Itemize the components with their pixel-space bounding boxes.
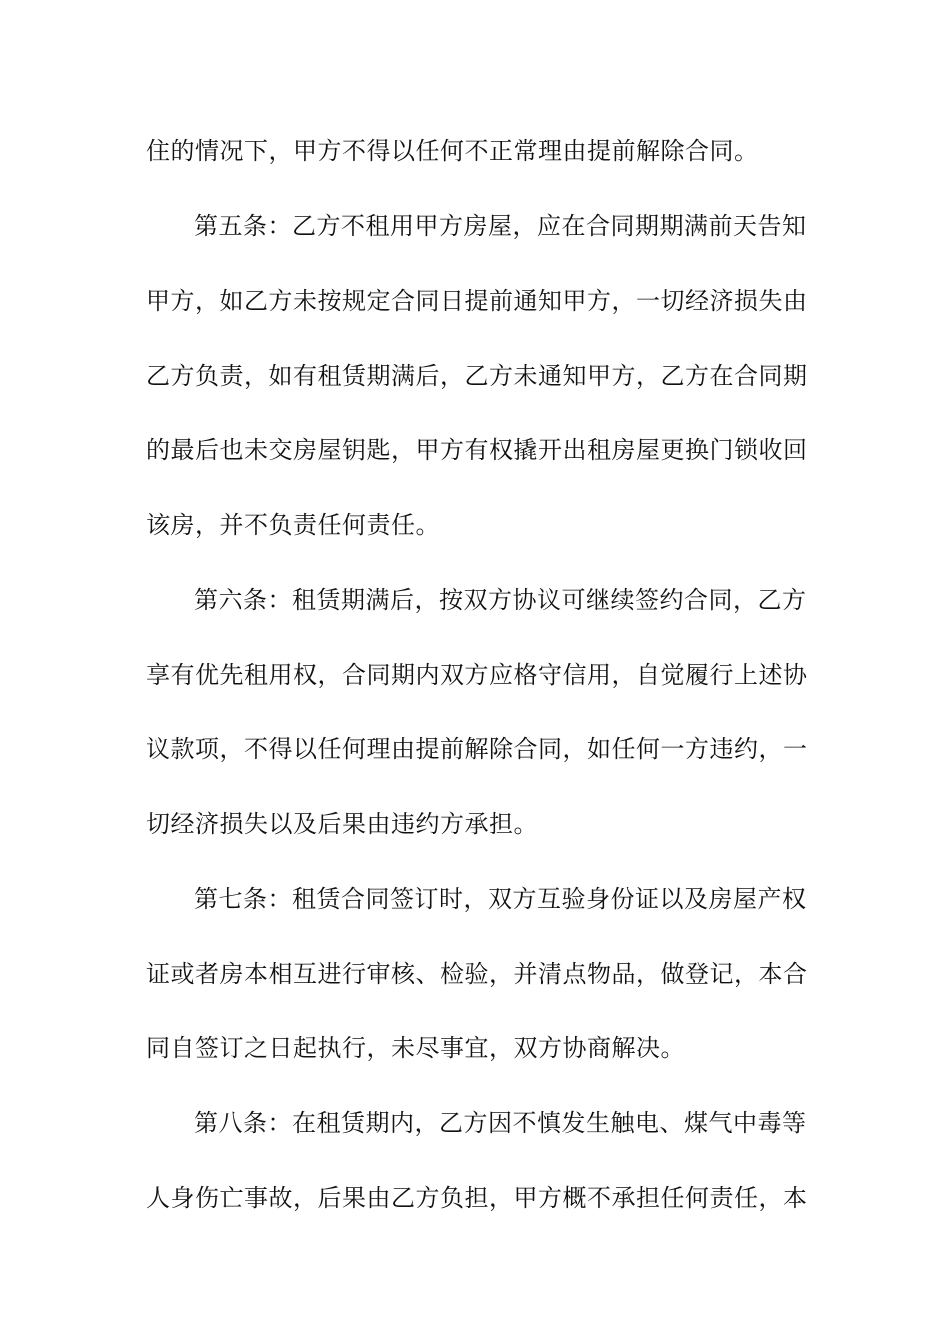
text-line-4: 乙方负责，如有租赁期满后，乙方未通知甲方，乙方在合同期 (146, 362, 808, 390)
text-line-5: 的最后也未交房屋钥匙，甲方有权撬开出租房屋更换门锁收回 (146, 436, 808, 464)
text-line-10: 切经济损失以及后果由违约方承担。 (146, 810, 538, 838)
text-line-6: 该房，并不负责任何责任。 (146, 511, 440, 539)
text-line-12: 证或者房本相互进行审核、检验，并清点物品，做登记，本合 (146, 960, 808, 988)
text-line-9: 议款项，不得以任何理由提前解除合同，如任何一方违约，一 (146, 735, 808, 763)
text-line-1: 住的情况下，甲方不得以任何不正常理由提前解除合同。 (146, 137, 759, 165)
text-line-11: 第七条：租赁合同签订时，双方互验身份证以及房屋产权 (194, 885, 807, 913)
text-line-13: 同自签订之日起执行，未尽事宜，双方协商解决。 (146, 1034, 685, 1062)
text-line-14: 第八条：在租赁期内，乙方因不慎发生触电、煤气中毒等 (194, 1109, 807, 1137)
text-line-3: 甲方，如乙方未按规定合同日提前通知甲方，一切经济损失由 (146, 287, 808, 315)
text-line-2: 第五条：乙方不租用甲方房屋，应在合同期期满前天告知 (194, 212, 807, 240)
text-line-7: 第六条：租赁期满后，按双方协议可继续签约合同，乙方 (194, 586, 807, 614)
text-line-8: 享有优先租用权，合同期内双方应格守信用，自觉履行上述协 (146, 661, 808, 689)
text-line-15: 人身伤亡事故，后果由乙方负担，甲方概不承担任何责任，本 (146, 1184, 808, 1212)
